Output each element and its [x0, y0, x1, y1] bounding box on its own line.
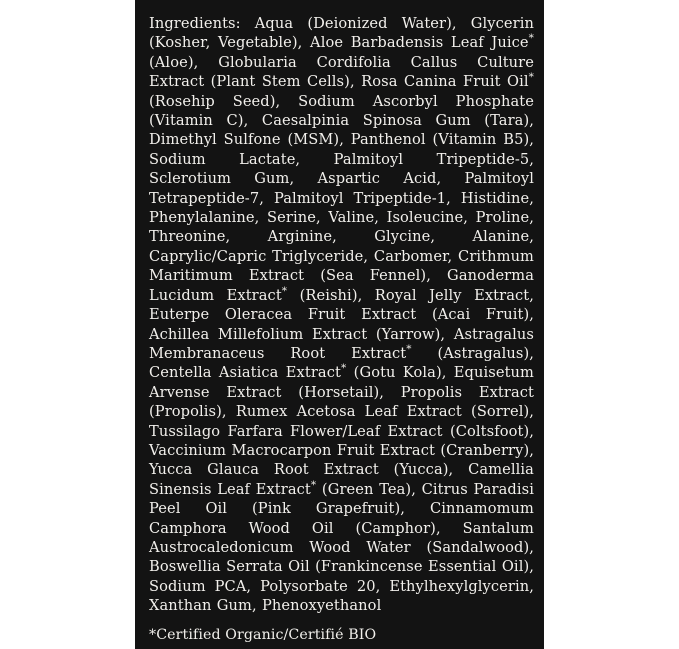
organic-marker-icon: *	[528, 32, 534, 45]
organic-marker-icon: *	[310, 478, 317, 491]
ingredients-heading: Ingredients:	[149, 15, 255, 32]
ingredients-list-text: Aqua (Deionized Water), Glycerin (Kosher, Vegetable), Aloe Barbadensis Leaf Juice* (Aloe), Globularia Cordifolia Callus Culture Extract (Plant Stem Cells), Rosa Canina Fruit Oil* (Rosehip Seed), Sodium Ascorbyl Phosphate (Vitamin C), Caesalpinia Spinosa Gum (Tara), Dimethyl Sulfone (MSM), Panthenol (Vitamin B5), Sodium Lactate, Palmitoyl Tripeptide-5, Sclerotium Gum, Aspartic Acid, Palmitoyl Tetrapeptide-7, Palmitoyl Tripeptide-1, Histidine, Phenylalanine, Serine, Valine, Isoleucine, Proline, Threonine, Arginine, Glycine, Alanine, Caprylic/Capric Triglyceride, Carbomer, Crithmum Maritimum Extract (Sea Fennel), Ganoderma Lucidum Extract* (Reishi), Royal Jelly Extract, Euterpe Oleracea Fruit Extract (Acai Fruit), Achillea Millefolium Extract (Yarrow), Astragalus Membranaceus Root Extract* (Astragalus), Centella Asiatica Extract* (Gotu Kola), Equisetum Arvense Extract (Horsetail), Propolis Extract (Propolis), Rumex Acetosa Leaf Extract (Sorrel), Tussilago Farfara Flower/Leaf Extract (Coltsfoot), Vaccinium Macrocarpon Fruit Extract (Cranberry), Yucca Glauca Root Extract (Yucca), Camellia Sinensis Leaf Extract* (Green Tea), Citrus Paradisi Peel Oil (Pink Grapefruit), Cinnamomum Camphora Wood Oil (Camphor), Santalum Austrocaledonicum Wood Water (Sandalwood), Boswellia Serrata Oil (Frankincense Essential Oil), Sodium PCA, Polysorbate 20, Ethylhexylglycerin, Xanthan Gum, Phenoxyethanol	[149, 15, 535, 615]
organic-marker-icon: *	[281, 284, 288, 297]
ingredients-label-panel	[135, 0, 544, 649]
organic-marker-icon: *	[406, 343, 412, 356]
certification-note: *Certified Organic/Certifié BIO	[149, 626, 377, 643]
organic-marker-icon: *	[340, 362, 347, 375]
organic-marker-icon: *	[528, 71, 534, 84]
ingredients-block	[149, 14, 534, 616]
